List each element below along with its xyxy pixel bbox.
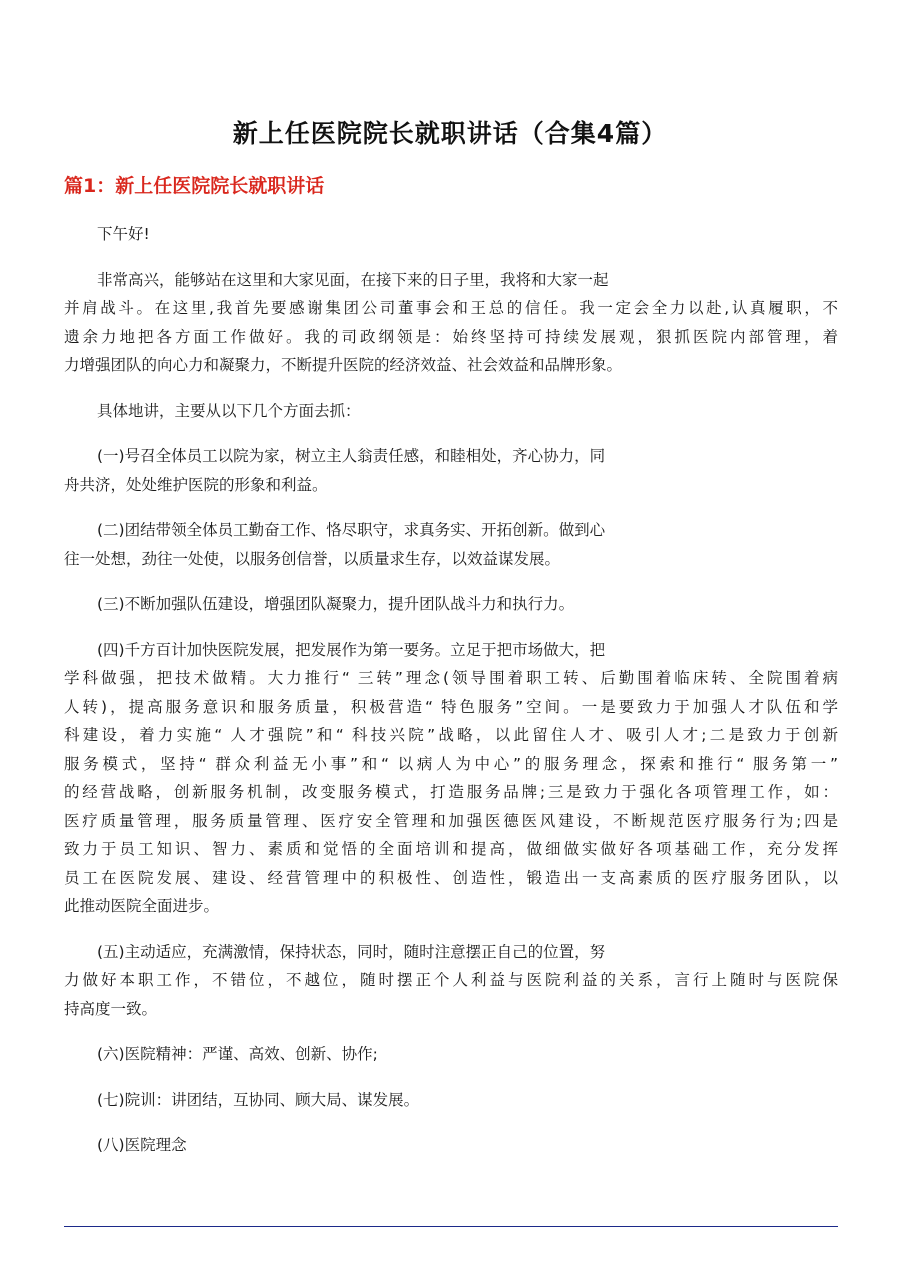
text-line: 科建设，着力实施“ 人才强院”和“ 科技兴院”战略，以此留住人才、吸引人才;二是致力于创新	[64, 726, 838, 744]
paragraph-intro	[64, 266, 838, 380]
text-line: (四)千方百计加快医院发展，把发展作为第一要务。立足于把市场做大，把	[97, 640, 606, 659]
text-line: (七)院训：讲团结，互协同、顾大局、谋发展。	[97, 1090, 420, 1109]
paragraph-overview	[64, 397, 838, 426]
text-line: 的经营战略，创新服务机制，改变服务模式，打造服务品牌;三是致力于强化各项管理工作，如：	[64, 783, 838, 801]
text-line: (二)团结带领全体员工勤奋工作、恪尽职守，求真务实、开拓创新。做到心	[97, 521, 606, 539]
paragraph-item-2	[64, 516, 838, 573]
text-line: 员工在医院发展、建设、经营管理中的积极性、创造性，锻造出一支高素质的医疗服务团队，以	[64, 868, 838, 887]
text-line: (八)医院理念	[97, 1136, 187, 1154]
text-line: 持高度一致。	[64, 999, 158, 1018]
text-line: 力做好本职工作，不错位，不越位，随时摆正个人利益与医院利益的关系，言行上随时与医院保	[64, 971, 838, 989]
text-line: (一)号召全体员工以院为家，树立主人翁责任感，和睦相处，齐心协力，同	[97, 447, 606, 465]
paragraph-item-7	[64, 1086, 838, 1115]
paragraph-greeting	[64, 220, 838, 249]
text-line: 服务模式，坚持“ 群众利益无小事”和“ 以病人为中心”的服务理念，探索和推行“ 服务第一”	[64, 754, 838, 773]
text-line: 往一处想，劲往一处使，以服务创信誉，以质量求生存，以效益谋发展。	[64, 549, 561, 568]
text-line: 下午好!	[97, 225, 150, 243]
text-line: 舟共济，处处维护医院的形象和利益。	[64, 475, 328, 494]
text-line: 非常高兴，能够站在这里和大家见面，在接下来的日子里，我将和大家一起	[97, 270, 609, 289]
text-line: 学科做强，把技术做精。大力推行“ 三转”理念(领导围着职工转、后勤围着临床转、全院围着病	[64, 669, 838, 687]
paragraph-item-1	[64, 442, 838, 499]
text-line: 此推动医院全面进步。	[64, 897, 220, 915]
paragraph-item-6	[64, 1040, 838, 1069]
document-title: 新上任医院院长就职讲话（合集4篇）	[232, 119, 668, 148]
text-line: (三)不断加强队伍建设，增强团队凝聚力，提升团队战斗力和执行力。	[97, 595, 575, 613]
footer-divider	[64, 1226, 838, 1227]
text-line: 人转)，提高服务意识和服务质量，积极营造“ 特色服务”空间。一是要致力于加强人才队伍和学	[64, 697, 838, 716]
text-line: 力增强团队的向心力和凝聚力，不断提升医院的经济效益、社会效益和品牌形象。	[64, 356, 623, 374]
text-line: 遗余力地把各方面工作做好。我的司政纲领是：始终坚持可持续发展观，狠抓医院内部管理，着	[64, 327, 838, 346]
paragraph-item-3	[64, 590, 838, 619]
text-line: (六)医院精神：严谨、高效、创新、协作;	[97, 1045, 378, 1063]
text-line: 致力于员工知识、智力、素质和觉悟的全面培训和提高，做细做实做好各项基础工作，充分发挥	[64, 840, 838, 858]
paragraph-item-4	[64, 636, 838, 921]
text-line: 医疗质量管理，服务质量管理、医疗安全管理和加强医德医风建设，不断规范医疗服务行为;四是	[64, 811, 838, 830]
text-line: (五)主动适应，充满激情，保持状态，同时，随时注意摆正自己的位置，努	[97, 942, 606, 961]
section-heading: 篇1：新上任医院院长就职讲话	[64, 175, 325, 197]
paragraph-item-5	[64, 938, 838, 1024]
text-line: 具体地讲，主要从以下几个方面去抓：	[97, 401, 361, 420]
text-line: 并肩战斗。在这里,我首先要感谢集团公司董事会和王总的信任。我一定会全力以赴,认真履职，不	[64, 299, 838, 317]
paragraph-item-8	[64, 1131, 838, 1160]
document-body	[64, 220, 838, 1177]
